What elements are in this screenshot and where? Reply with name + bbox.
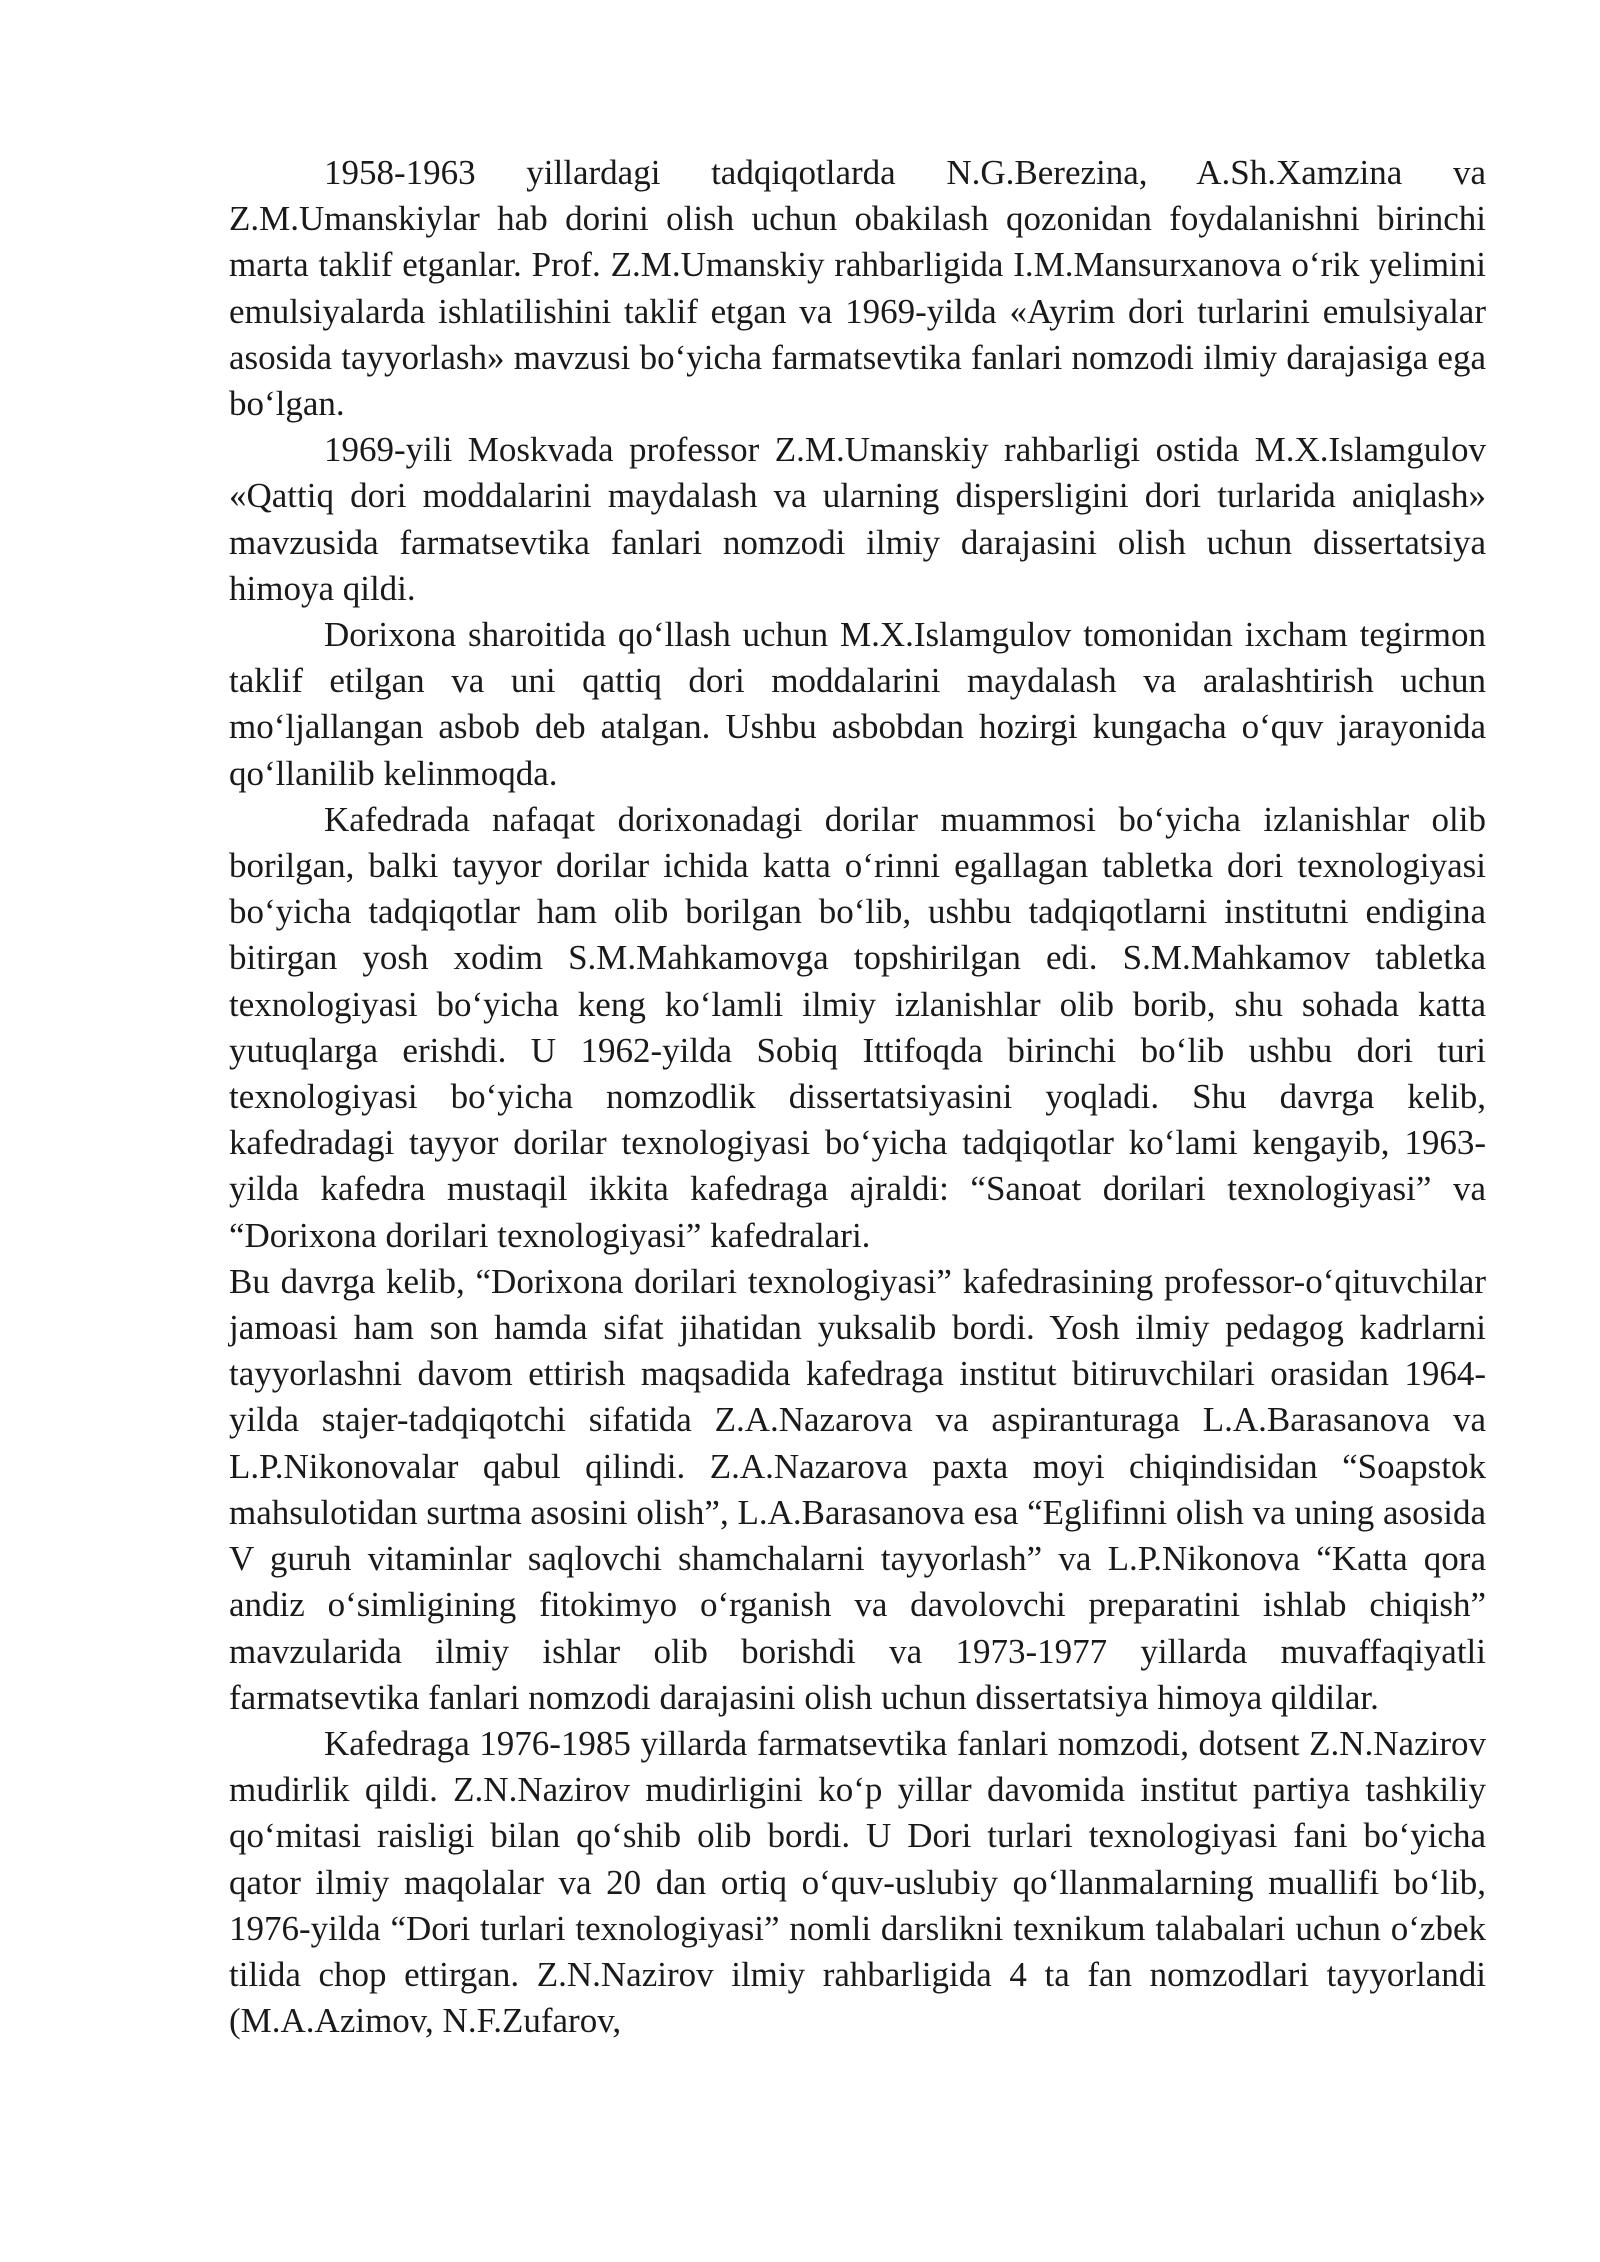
paragraph-department-growth: Bu davrga kelib, “Dorixona dorilari texnologiyasi” kafedrasining professor-o‘qituvchilar jamoasi ham son hamda sifat jihatidan yuksalib bordi. Yosh ilmiy pedagog kadrlarni tayyorlashni davom ettirish maqsadida kafedraga institut bitiruvchilari orasidan 1964-yilda stajer-tadqiqotchi sifatida Z.A.Nazarova va aspiranturaga L.A.Barasanova va L.P.Nikonovalar qabul qilindi. Z.A.Nazarova paxta moyi chiqindisidan “Soapstok mahsulotidan surtma asosini olish”, L.A.Barasanova esa “Eglifinni olish va uning asosida V guruh vitaminlar saqlovchi shamchalarni tayyorlash” va L.P.Nikonova “Katta qora andiz o‘simligining fitokimyo o‘rganish va davolovchi preparatini ishlab chiqish” mavzularida ilmiy ishlar olib borishdi va 1973-1977 yillarda muvaffaqiyatli farmatsevtika fanlari nomzodi darajasini olish uchun dissertatsiya himoya qildilar. (229, 1261, 1486, 1717)
paragraph-tablet-technology: Kafedrada nafaqat dorixonadagi dorilar muammosi bo‘yicha izlanishlar olib borilgan, balki tayyor dorilar ichida katta o‘rinni egallagan tabletka dori texnologiyasi bo‘yicha tadqiqotlar ham olib borilgan bo‘lib, ushbu tadqiqotlarni institutni endigina bitirgan yosh xodim S.M.Mahkamovga topshirilgan edi. S.M.Mahkamov tabletka texnologiyasi bo‘yicha keng ko‘lamli ilmiy izlanishlar olib borib, shu sohada katta yutuqlarga erishdi. U 1962-yilda Sobiq Ittifoqda birinchi bo‘lib ushbu dori turi texnologiyasi bo‘yicha nomzodlik dissertatsiyasini yoqladi. Shu davrga kelib, kafedradagi tayyor dorilar texnologiyasi bo‘yicha tadqiqotlar ko‘lami kengayib, 1963-yilda kafedra mustaqil ikkita kafedraga ajraldi: “Sanoat dorilari texnologiyasi” va “Dorixona dorilari texnologiyasi” kafedralari. (229, 799, 1486, 1255)
paragraph-islamgulov-dissertation: 1969-yili Moskvada professor Z.M.Umanskiy rahbarligi ostida M.X.Islamgulov «Qattiq dori moddalarini maydalash va ularning dispersligini dori turlarida aniqlash» mavzusida farmatsevtika fanlari nomzodi ilmiy darajasini olish uchun dissertatsiya himoya qildi. (229, 430, 1486, 608)
paragraph-compact-mill: Dorixona sharoitida qo‘llash uchun M.X.Islamgulov tomonidan ixcham tegirmon taklif etilgan va uni qattiq dori moddalarini maydalash va aralashtirish uchun mo‘ljallangan asbob deb atalgan. Ushbu asbobdan hozirgi kungacha o‘quv jarayonida qo‘llanilib kelinmoqda. (229, 615, 1486, 793)
paragraph-umanskiy-research: 1958-1963 yillardagi tadqiqotlarda N.G.Berezina, A.Sh.Xamzina va Z.M.Umanskiylar hab dorini olish uchun obakilash qozonidan foydalanishni birinchi marta taklif etganlar. Prof. Z.M.Umanskiy rahbarligida I.M.Mansurxanova o‘rik yelimini emulsiyalarda ishlatilishini taklif etgan va 1969-yilda «Ayrim dori turlarini emulsiyalar asosida tayyorlash» mavzusi bo‘yicha farmatsevtika fanlari nomzodi ilmiy darajasiga ega bo‘lgan. (229, 153, 1486, 424)
paragraph-nazirov-leadership: Kafedraga 1976-1985 yillarda farmatsevtika fanlari nomzodi, dotsent Z.N.Nazirov mudirlik qildi. Z.N.Nazirov mudirligini ko‘p yillar davomida institut partiya tashkiliy qo‘mitasi raisligi bilan qo‘shib olib bordi. U Dori turlari texnologiyasi fani bo‘yicha qator ilmiy maqolalar va 20 dan ortiq o‘quv-uslubiy qo‘llanmalarning muallifi bo‘lib, 1976-yilda “Dori turlari texnologiyasi” nomli darslikni texnikum talabalari uchun o‘zbek tilida chop ettirgan. Z.N.Nazirov ilmiy rahbarligida 4 ta fan nomzodlari tayyorlandi (M.A.Azimov, N.F.Zufarov, (229, 1723, 1486, 2041)
document-page (229, 150, 1486, 2044)
